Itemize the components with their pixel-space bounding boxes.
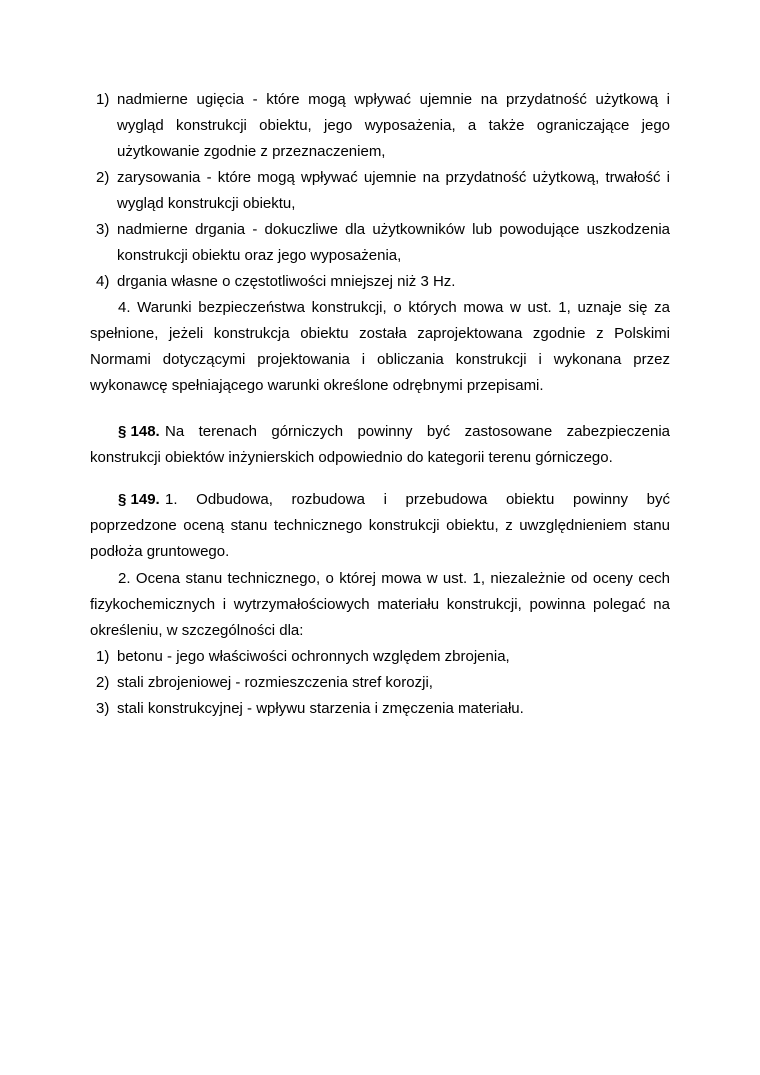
section-text-line: poprzedzone oceną stanu technicznego konstrukcji obiektu, z uwzględnieniem stanu [90, 517, 670, 534]
paragraph-line: wykonawcę spełniającego warunki określone odrębnymi przepisami. [90, 377, 544, 394]
list-item-line: użytkowanie zgodnie z przeznaczeniem, [117, 143, 386, 160]
paragraph-line: określeniu, w szczególności dla: [90, 622, 304, 639]
paragraph-line: 2. Ocena stanu technicznego, o której mowa w ust. 1, niezależnie od oceny cech [118, 570, 670, 587]
list-item-number: 2) [96, 169, 110, 186]
list-item-number: 1) [96, 91, 110, 108]
paragraph-line: Normami dotyczącymi projektowania i obliczania konstrukcji i wykonana przez [90, 351, 670, 368]
section-text-line: konstrukcji obiektów inżynierskich odpowiednio do kategorii terenu górniczego. [90, 449, 613, 466]
section-text-line: Na terenach górniczych powinny być zastosowane zabezpieczenia [165, 423, 670, 440]
list-item-number: 3) [96, 221, 110, 238]
list-item-line: drgania własne o częstotliwości mniejszej niż 3 Hz. [117, 273, 456, 290]
paragraph-line: spełnione, jeżeli konstrukcja obiektu została zaprojektowana zgodnie z Polskimi [90, 325, 670, 342]
list-item-number: 2) [96, 674, 110, 691]
section-text-line: podłoża gruntowego. [90, 543, 230, 560]
list-item-line: stali zbrojeniowej - rozmieszczenia stref korozji, [117, 674, 433, 691]
list-item-line: wygląd konstrukcji obiektu, jego wyposażenia, a także ograniczające jego [117, 117, 670, 134]
section-marker: § 149. [118, 491, 160, 508]
list-item-line: betonu - jego właściwości ochronnych względem zbrojenia, [117, 648, 510, 665]
list-item-line: wygląd konstrukcji obiektu, [117, 195, 296, 212]
list-item-line: konstrukcji obiektu oraz jego wyposażenia, [117, 247, 402, 264]
list-item-line: nadmierne drgania - dokuczliwe dla użytkowników lub powodujące uszkodzenia [117, 221, 670, 238]
section-text-line: 1. Odbudowa, rozbudowa i przebudowa obiektu powinny być [165, 491, 670, 508]
list-item-number: 4) [96, 273, 110, 290]
list-item-number: 1) [96, 648, 110, 665]
list-item-line: nadmierne ugięcia - które mogą wpływać ujemnie na przydatność użytkową i [117, 91, 670, 108]
paragraph-line: fizykochemicznych i wytrzymałościowych materiału konstrukcji, powinna polegać na [90, 596, 670, 613]
paragraph-line: 4. Warunki bezpieczeństwa konstrukcji, o których mowa w ust. 1, uznaje się za [118, 299, 670, 316]
list-item-line: stali konstrukcyjnej - wpływu starzenia i zmęczenia materiału. [117, 700, 524, 717]
section-marker: § 148. [118, 423, 160, 440]
list-item-number: 3) [96, 700, 110, 717]
list-item-line: zarysowania - które mogą wpływać ujemnie na przydatność użytkową, trwałość i [117, 169, 670, 186]
